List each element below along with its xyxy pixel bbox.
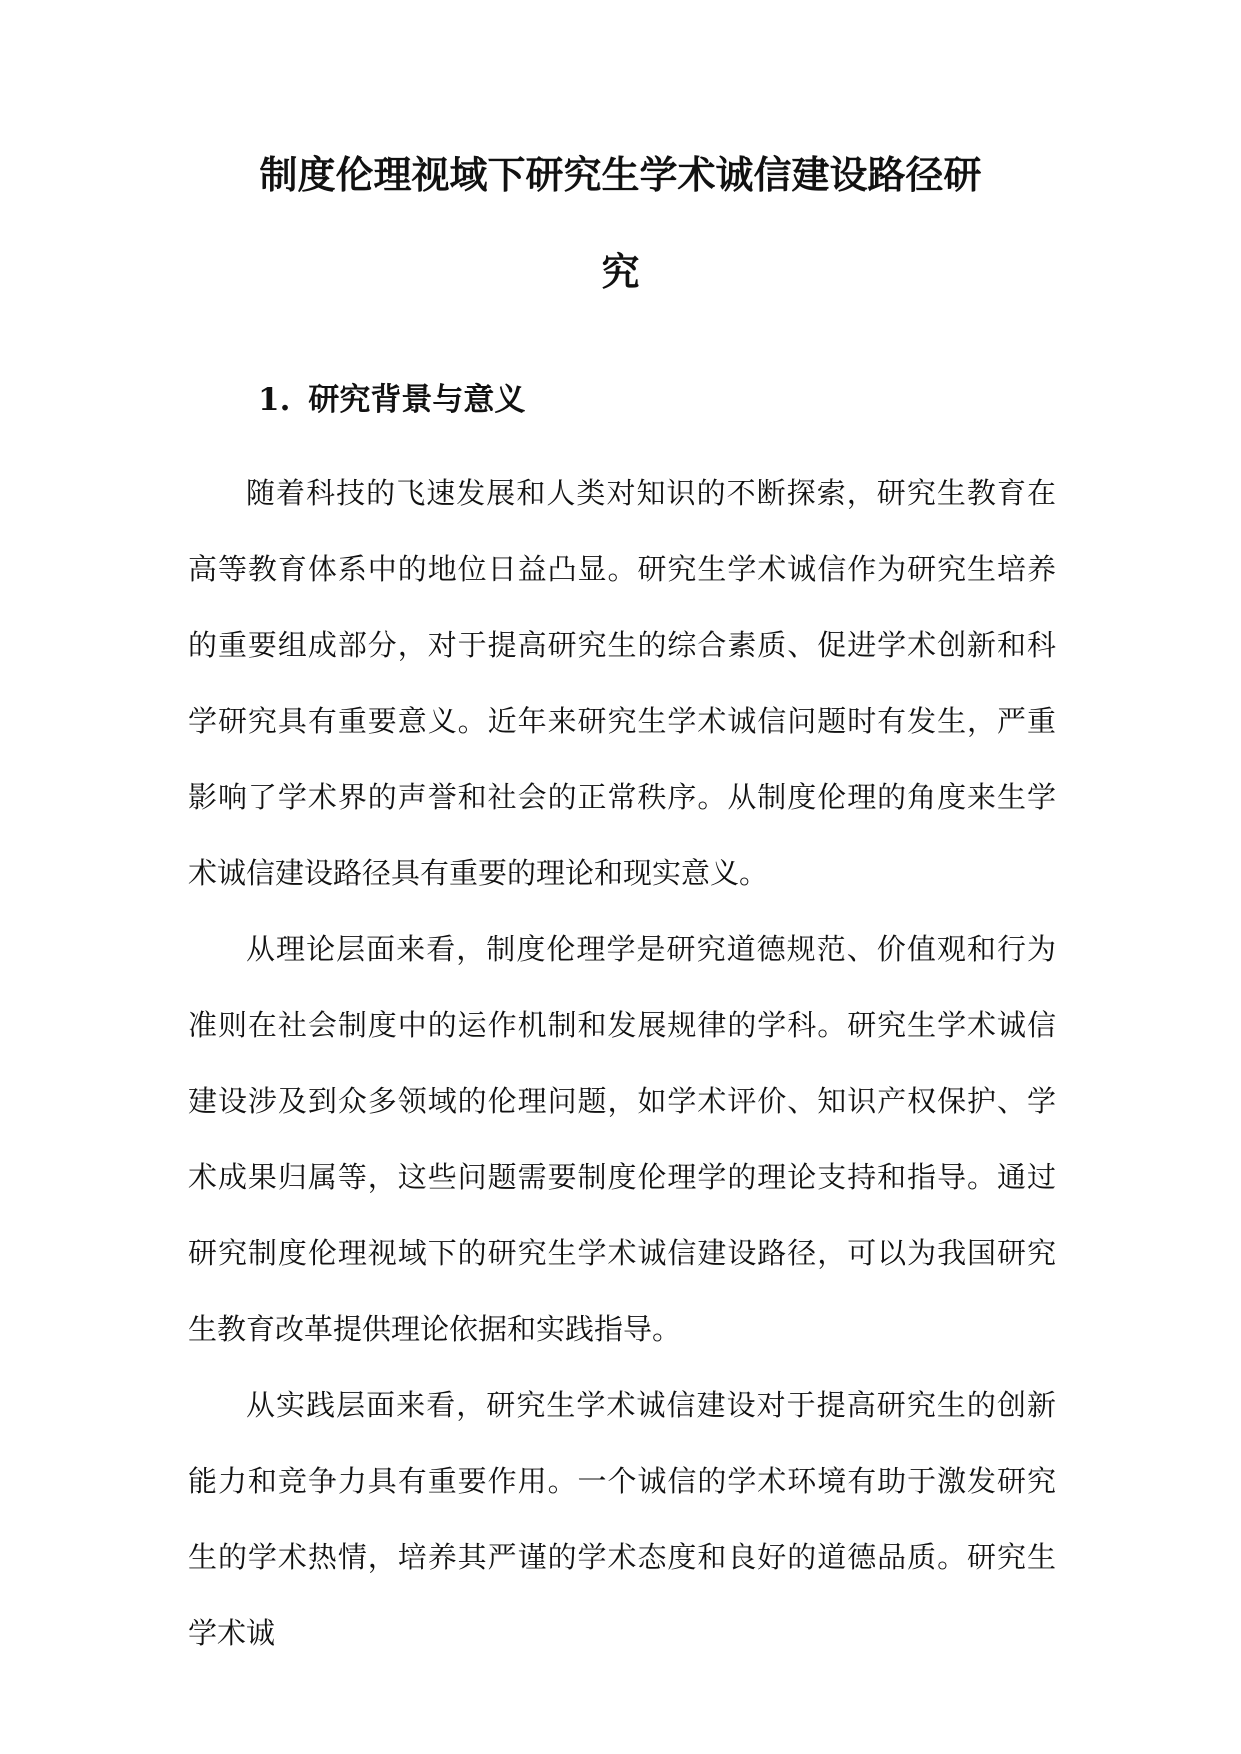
section-number: 1. <box>258 382 291 418</box>
document-title-line-2: 究 <box>601 249 640 294</box>
section-heading <box>258 382 526 418</box>
document-body <box>188 455 1056 1671</box>
document-title-line-1: 制度伦理视域下研究生学术诚信建设路径研 <box>259 152 982 197</box>
paragraph-3: 从实践层面来看，研究生学术诚信建设对于提高研究生的创新能力和竞争力具有重要作用。一个诚信的学术环境有助于激发研究生的学术热情，培养其严谨的学术态度和良好的道德品质。研究生学术诚 <box>188 1388 1056 1650</box>
paragraph-2: 从理论层面来看，制度伦理学是研究道德规范、价值观和行为准则在社会制度中的运作机制和发展规律的学科。研究生学术诚信建设涉及到众多领域的伦理问题，如学术评价、知识产权保护、学术成果归属等，这些问题需要制度伦理学的理论支持和指导。通过研究制度伦理视域下的研究生学术诚信建设路径，可以为我国研究生教育改革提供理论依据和实践指导。 <box>188 932 1056 1346</box>
paragraph-1: 随着科技的飞速发展和人类对知识的不断探索，研究生教育在高等教育体系中的地位日益凸显。研究生学术诚信作为研究生培养的重要组成部分，对于提高研究生的综合素质、促进学术创新和科学研究具有重要意义。近年来研究生学术诚信问题时有发生，严重影响了学术界的声誉和社会的正常秩序。从制度伦理的角度来生学术诚信建设路径具有重要的理论和现实意义。 <box>188 476 1056 890</box>
section-title: 研究背景与意义 <box>308 382 526 418</box>
